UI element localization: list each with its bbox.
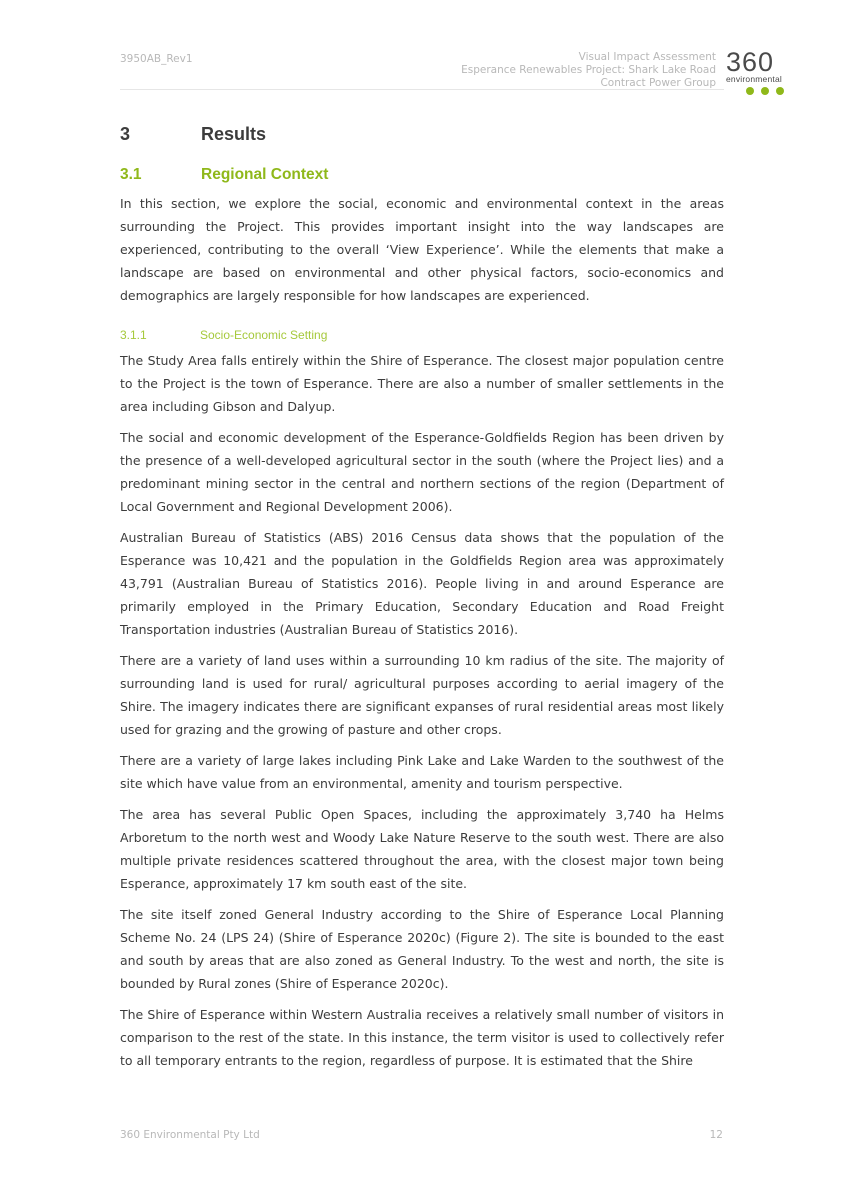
logo-dots-icon: [726, 87, 790, 97]
subsection-heading: [120, 166, 329, 184]
paragraph-zoning: The site itself zoned General Industry according to the Shire of Esperance Local Planning Scheme No. 24 (LPS 24) (Shire of Esperance 2020c) (Figure 2). The site is bounded to the east and south by areas that are also zoned as General Industry. To the west and north, the site is bounded by Rural zones (Shire of Esperance 2020c).: [120, 907, 724, 991]
header-project-title: Esperance Renewables Project: Shark Lake Road: [461, 64, 716, 76]
subsubsection-number: 3.1.1: [120, 328, 147, 342]
document-reference: 3950AB_Rev1: [120, 53, 193, 65]
intro-paragraph: In this section, we explore the social, economic and environmental context in the areas surrounding the Project. This provides important insight into the way landscapes are experienced, contributing to the overall ‘View Experience’. While the elements that make a landscape are based on environmental and other physical factors, socio-economics and demographics are largely responsible for how landscapes are experienced.: [120, 196, 724, 303]
footer-company: 360 Environmental Pty Ltd: [120, 1129, 260, 1141]
paragraph-open-spaces: The area has several Public Open Spaces, including the approximately 3,740 ha Helms Arboretum to the north west and Woody Lake Nature Reserve to the south west. There are also multiple private residences scattered throughout the area, with the closest major town being Esperance, approximately 17 km south east of the site.: [120, 807, 724, 891]
subsection-number: 3.1: [120, 166, 142, 183]
subsection-title: Regional Context: [201, 166, 329, 183]
paragraph-census: Australian Bureau of Statistics (ABS) 2016 Census data shows that the population of the Esperance was 10,421 and the population in the Goldfields Region area was approximately 43,791 (Australian Bureau of Statistics 2016). People living in and around Esperance are primarily employed in the Primary Education, Secondary Education and Road Freight Transportation industries (Australian Bureau of Statistics 2016).: [120, 530, 724, 637]
logo-number: 360: [726, 47, 775, 77]
section-title: Results: [201, 124, 267, 144]
page-number: 12: [709, 1129, 723, 1141]
paragraph-land-use: There are a variety of land uses within a surrounding 10 km radius of the site. The majority of surrounding land is used for rural/ agricultural purposes according to aerial imagery of the Shire. The imagery indicates there are significant expanses of rural residential areas most likely used for grazing and the growing of pasture and other crops.: [120, 653, 724, 737]
header-divider: [120, 89, 724, 90]
paragraph-study-area: The Study Area falls entirely within the Shire of Esperance. The closest major population centre to the Project is the town of Esperance. There are also a number of smaller settlements in the area including Gibson and Dalyup.: [120, 353, 724, 414]
header-title-block: [461, 51, 716, 90]
subsubsection-heading: [120, 328, 328, 342]
paragraph-development: The social and economic development of the Esperance-Goldfields Region has been driven by the presence of a well-developed agricultural sector in the south (where the Project lies) and a predominant mining sector in the central and northern sections of the region (Department of Local Government and Regional Development 2006).: [120, 430, 724, 514]
logo-wordmark: environmental: [726, 74, 782, 84]
section-heading: [120, 124, 267, 145]
paragraph-visitors: The Shire of Esperance within Western Australia receives a relatively small number of visitors in comparison to the rest of the state. In this instance, the term visitor is used to collectively refer to all temporary entrants to the region, regardless of purpose. It is estimated that the Shire: [120, 1007, 724, 1068]
company-logo: [726, 47, 790, 97]
paragraph-lakes: There are a variety of large lakes including Pink Lake and Lake Warden to the southwest of the site which have value from an environmental, amenity and tourism perspective.: [120, 753, 724, 791]
subsubsection-title: Socio-Economic Setting: [200, 328, 328, 342]
header-client-name: Contract Power Group: [600, 77, 716, 89]
header-report-title: Visual Impact Assessment: [578, 51, 716, 63]
section-number: 3: [120, 124, 131, 144]
